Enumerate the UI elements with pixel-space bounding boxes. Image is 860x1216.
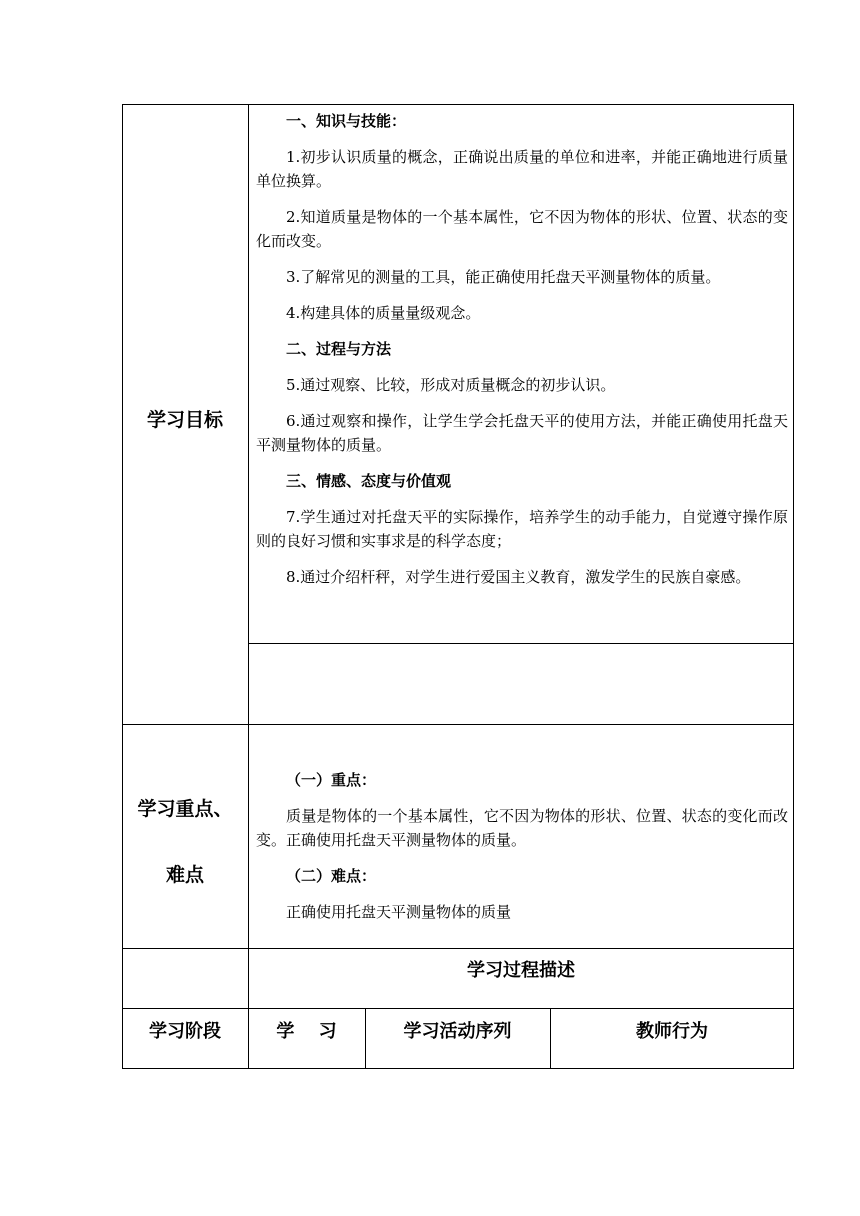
objectives-label: 学习目标 <box>146 409 223 431</box>
objective-item: 2.知道质量是物体的一个基本属性，它不因为物体的形状、位置、状态的变化而改变。 <box>256 208 788 250</box>
objectives-heading-values: 三、情感、态度与价值观 <box>286 472 452 490</box>
objective-item: 1.初步认识质量的概念，正确说出质量的单位和进率，并能正确地进行质量单位换算。 <box>256 148 788 190</box>
row-divider-keypoints <box>122 724 794 725</box>
row-divider-blank <box>248 643 794 644</box>
header-teacher: 教师行为 <box>636 1021 708 1042</box>
objectives-content <box>256 109 788 589</box>
keypoints-content <box>256 768 788 924</box>
objective-item: 8.通过介绍杆秤，对学生进行爱国主义教育，激发学生的民族自豪感。 <box>286 568 751 586</box>
keypoints-heading-difficult: （二）难点： <box>286 867 377 885</box>
objective-item: 7.学生通过对托盘天平的实际操作，培养学生的动手能力，自觉遵守操作原则的良好习惯和实事求是的科学态度； <box>256 508 788 550</box>
keypoints-difficult-text: 正确使用托盘天平测量物体的质量 <box>286 903 512 921</box>
objective-item: 3.了解常见的测量的工具，能正确使用托盘天平测量物体的质量。 <box>286 268 721 286</box>
header-activity: 学习活动序列 <box>403 1021 512 1042</box>
objective-item: 5.通过观察、比较，形成对质量概念的初步认识。 <box>286 376 616 394</box>
keypoints-label-line2: 难点 <box>165 864 204 886</box>
header-stage: 学习阶段 <box>149 1021 221 1042</box>
keypoints-heading-key: （一）重点： <box>286 771 377 789</box>
row-divider-header <box>122 1008 794 1009</box>
process-title: 学习过程描述 <box>467 960 575 981</box>
col-divider-label <box>248 104 249 1069</box>
objectives-heading-process: 二、过程与方法 <box>286 340 392 358</box>
row-divider-process <box>122 948 794 949</box>
keypoints-key-text: 质量是物体的一个基本属性，它不因为物体的形状、位置、状态的变化而改变。正确使用托盘天平测量物体的质量。 <box>256 807 788 849</box>
objectives-heading-knowledge: 一、知识与技能： <box>286 112 407 130</box>
objective-item: 6.通过观察和操作，让学生学会托盘天平的使用方法，并能正确使用托盘天平测量物体的质量。 <box>256 412 788 454</box>
objective-item: 4.构建具体的质量量级观念。 <box>286 304 481 322</box>
keypoints-label-line1: 学习重点、 <box>137 798 233 820</box>
header-learning: 学 习 <box>276 1021 337 1042</box>
